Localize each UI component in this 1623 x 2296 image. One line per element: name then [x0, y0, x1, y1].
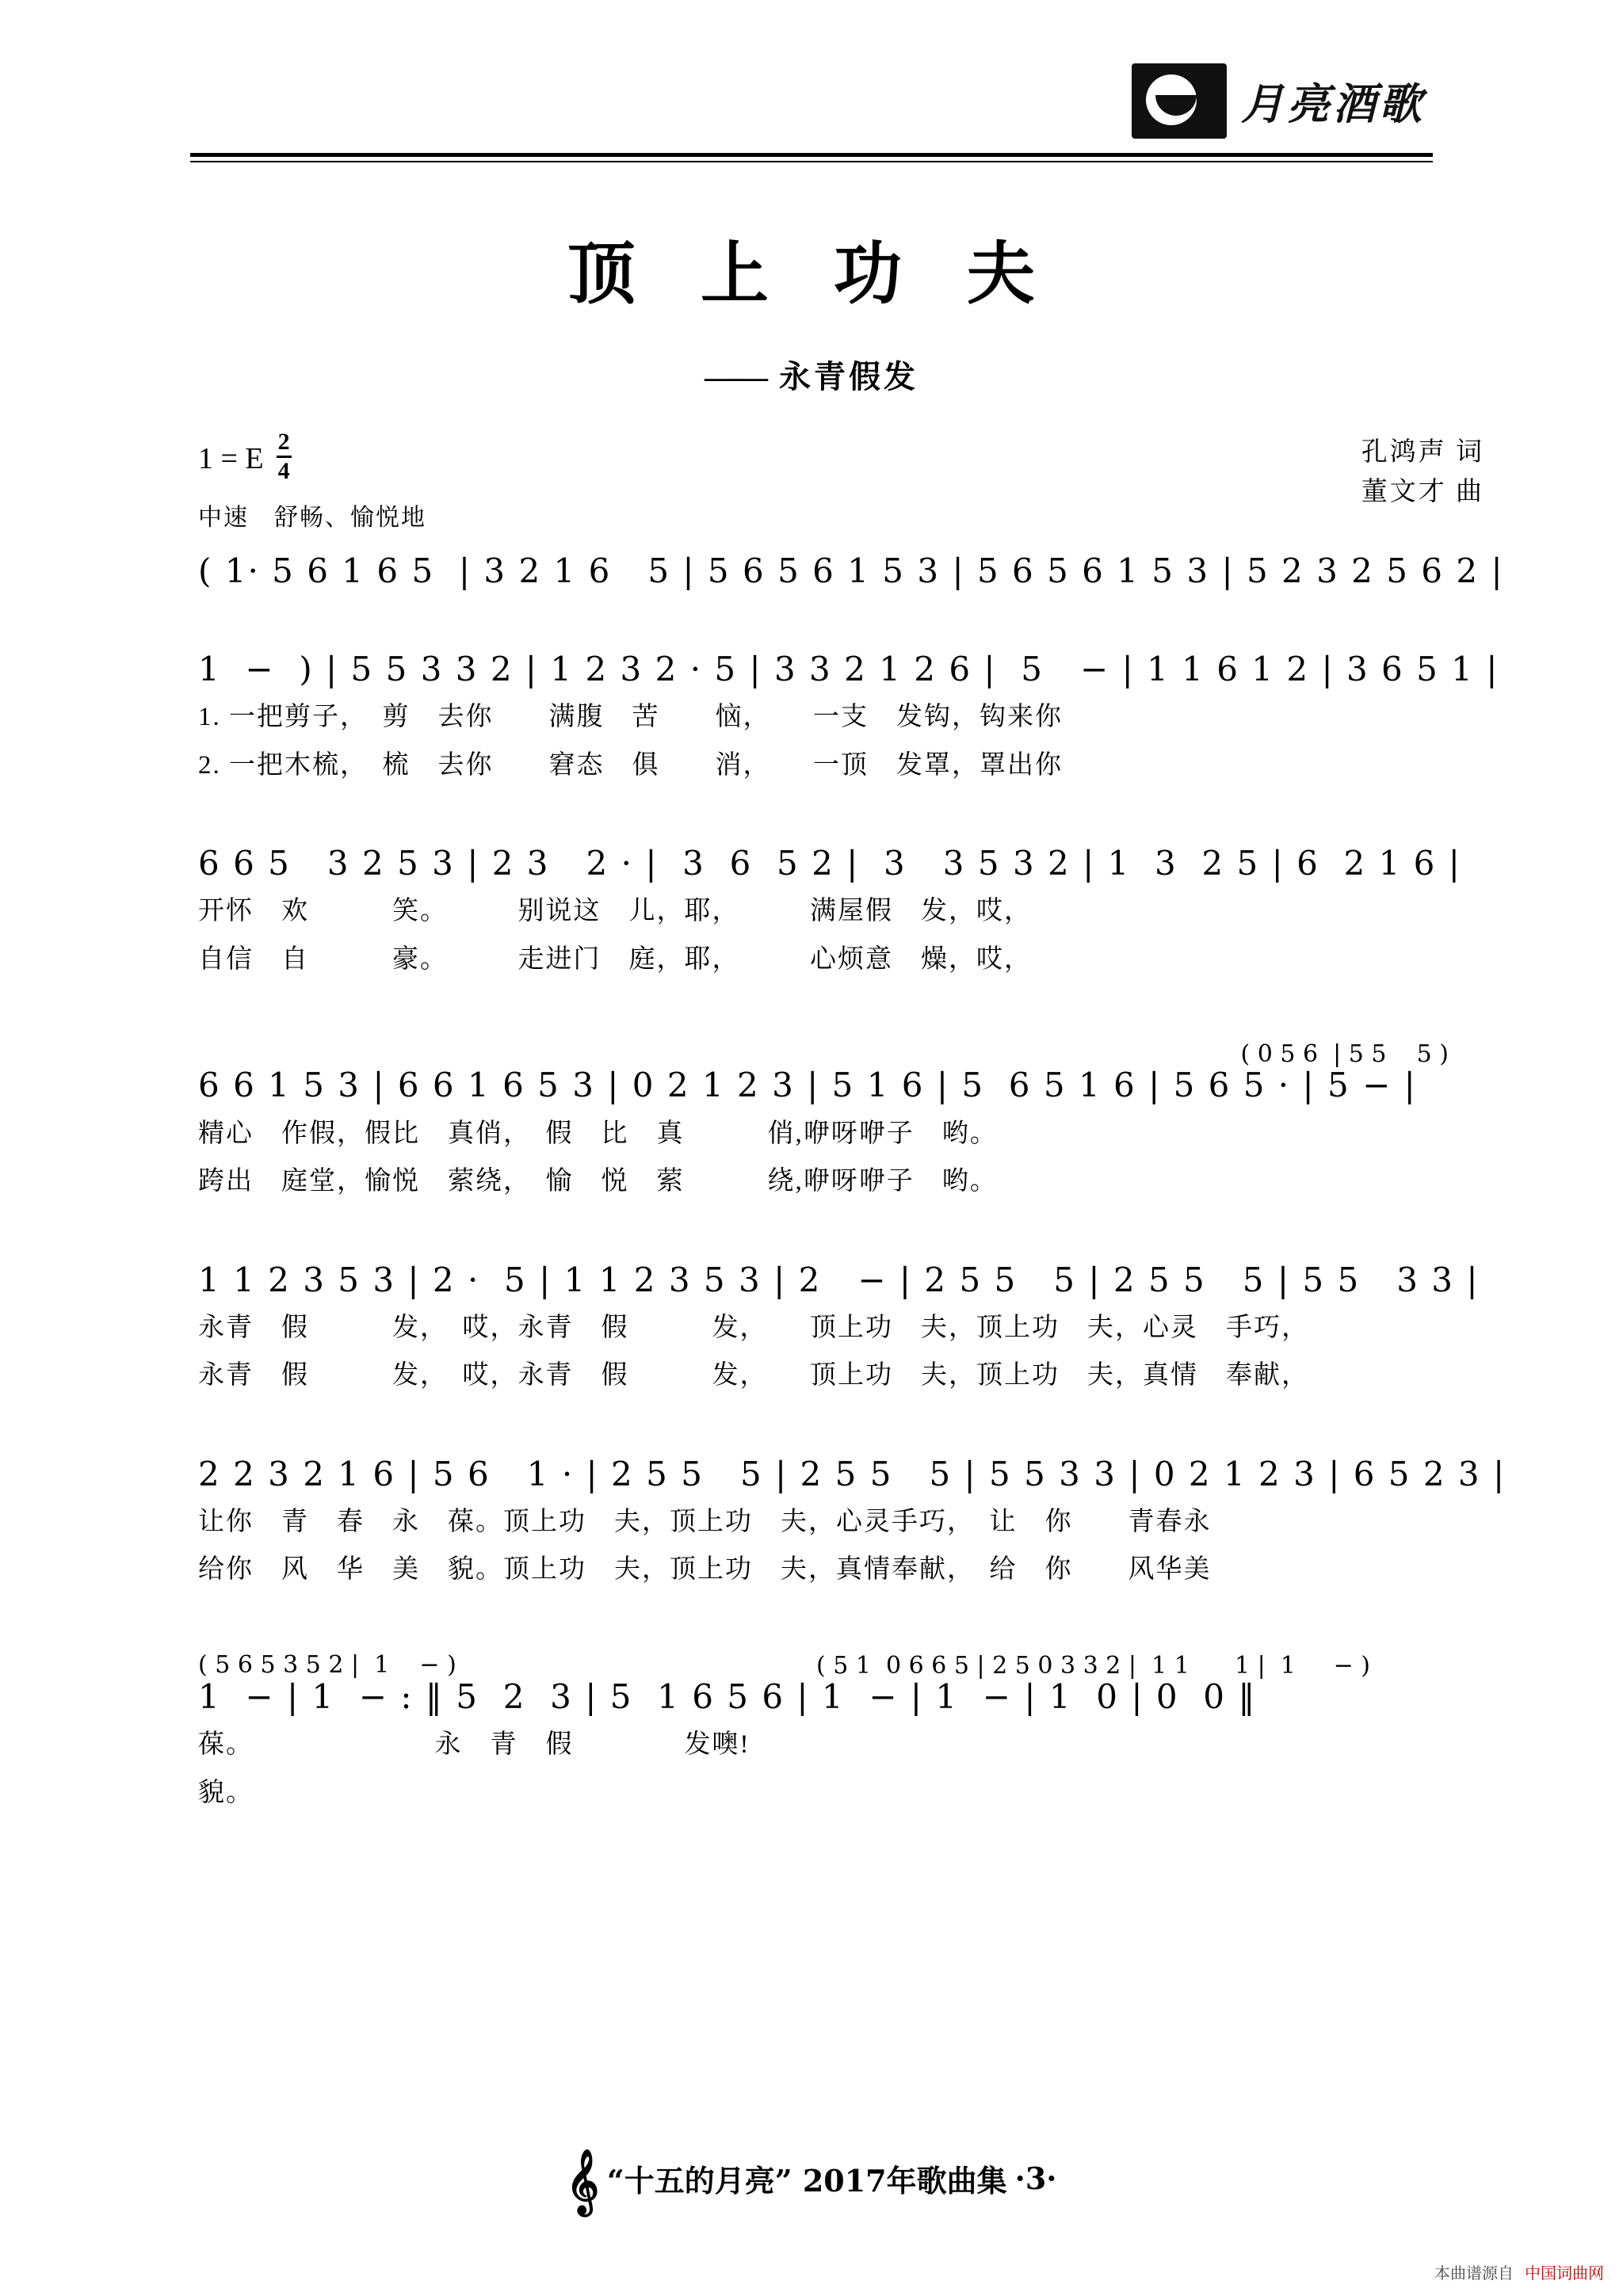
notation-line: 1 1 2 3 5 3 | 2 · 5 | 1 1 2 3 5 3 | 2 − | 2 5 5 5 | 2 5 5 5 | 5 5 3 3 |	[198, 1260, 1480, 1299]
notation-line: 6 6 1 5 3 | 6 6 1 6 5 3 | 0 2 1 2 3 | 5 1 6 | 5 6 5 1 6 | 5 6 5 · | 5 − |	[198, 1066, 1417, 1105]
source-label: 本曲谱源自	[1434, 2265, 1514, 2283]
page-subtitle	[95, 352, 1528, 397]
footer-collection-text: “十五的月亮” 2017年歌曲集	[606, 2162, 1007, 2199]
composer-credit: 董文才 曲	[1361, 477, 1484, 506]
lyric-line: 永青 假 发， 哎，永青 假 发， 顶上功 夫，顶上功 夫，真情 奉献，	[198, 1361, 1309, 1390]
page-number: ·3·	[1014, 2160, 1057, 2196]
lyric-line: 葆。 永 青 假 发噢!	[198, 1730, 750, 1760]
time-signature	[277, 430, 292, 483]
lyric-line: 让你 青 春 永 葆。顶上功 夫，顶上功 夫，心灵手巧， 让 你 青春永	[198, 1507, 1212, 1536]
music-system	[95, 1040, 1528, 1199]
page-header	[95, 0, 1528, 166]
lyric-line: 永青 假 发， 哎，永青 假 发， 顶上功 夫，顶上功 夫，心灵 手巧，	[198, 1313, 1309, 1342]
score-meta	[95, 429, 1528, 531]
subtitle-dash: ——	[705, 359, 768, 395]
page-title: 顶 上 功 夫	[567, 234, 1056, 314]
ending-annotation-left: ( 5 6 5 3 5 2 | 1 − )	[198, 1651, 456, 1680]
music-system	[95, 1260, 1528, 1394]
meta-right	[1361, 433, 1484, 512]
notation-line: ( 1· 5 6 1 6 5 | 3 2 1 6 5 | 5 6 5 6 1 5 3 | 5 6 5 6 1 5 3 | 5 2 3 2 5 6 2 |	[198, 551, 1504, 590]
lyric-line: 精心 作假，假比 真俏， 假 比 真 俏,咿呀咿子 哟。	[198, 1119, 998, 1148]
treble-clef-icon: 𝄞	[566, 2148, 599, 2214]
notation-line: 1 − | 1 − : ‖ 5 2 3 | 5 1 6 5 6 | 1 − | 1 − | 1 0 | 0 0 ‖	[198, 1677, 1257, 1717]
music-system	[95, 1454, 1528, 1588]
notation-line: 6 6 5 3 2 5 3 | 2 3 2 · | 3 6 5 2 | 3 3 5 3 2 | 1 3 2 5 | 6 2 1 6 |	[198, 844, 1461, 883]
ending-annotation-mid: ( 5 1 0 6 6 5 | 2 5 0 3 3 2 | 1 1 1 | 1 − )	[816, 1652, 1370, 1680]
notation-line: 2 2 3 2 1 6 | 5 6 1 · | 2 5 5 5 | 2 5 5 5 | 5 5 3 3 | 0 2 1 2 3 | 6 5 2 3 |	[198, 1454, 1507, 1493]
subtitle-text: 永青假发	[779, 359, 918, 395]
notation-line: 1 − ) | 5 5 3 3 2 | 1 2 3 2 · 5 | 3 3 2 1 2 6 | 5 − | 1 1 6 1 2 | 3 6 5 1 |	[198, 650, 1499, 689]
publisher-logo	[1132, 59, 1449, 143]
lyric-line: 给你 风 华 美 貌。顶上功 夫，顶上功 夫，真情奉献， 给 你 风华美	[198, 1555, 1212, 1585]
key-signature	[198, 429, 426, 485]
music-system	[95, 551, 1528, 590]
source-site[interactable]: 中国词曲网	[1525, 2265, 1604, 2283]
lyric-line: 1. 一把剪子， 剪 去你 满腹 苦 恼， 一支 发钩，钩来你	[198, 703, 1063, 732]
tempo-marking: 中速 舒畅、愉悦地	[198, 505, 426, 531]
music-system	[95, 1651, 1528, 1810]
header-divider	[190, 153, 1433, 162]
music-system	[95, 652, 1528, 783]
music-system	[95, 846, 1528, 977]
lyric-line: 2. 一把木梳， 梳 去你 窘态 俱 消， 一顶 发罩，罩出你	[198, 750, 1063, 780]
lyric-line: 开怀 欢 笑。 别说这 儿，耶， 满屋假 发，哎，	[198, 897, 1032, 926]
time-denominator: 4	[277, 458, 290, 484]
logo-text: 月亮酒歌	[1241, 78, 1425, 129]
time-numerator: 2	[277, 430, 292, 458]
moon-logo-icon	[1132, 63, 1227, 139]
lyric-line: 自信 自 豪。 走进门 庭，耶， 心烦意 燥，哎，	[198, 944, 1032, 974]
meta-left	[198, 429, 426, 532]
page-footer	[0, 2148, 1623, 2214]
lyric-line: 貌。	[198, 1778, 254, 1807]
lyric-line: 跨出 庭堂，愉悦 萦绕， 愉 悦 萦 绕,咿呀咿子 哟。	[198, 1167, 998, 1196]
source-watermark	[1434, 2260, 1604, 2283]
interlude-annotation: ( 0 5 6 | 5 5 5 )	[1240, 1040, 1449, 1069]
key-text: 1 = E	[198, 441, 264, 475]
lyricist-credit: 孔鸿声 词	[1361, 438, 1484, 467]
